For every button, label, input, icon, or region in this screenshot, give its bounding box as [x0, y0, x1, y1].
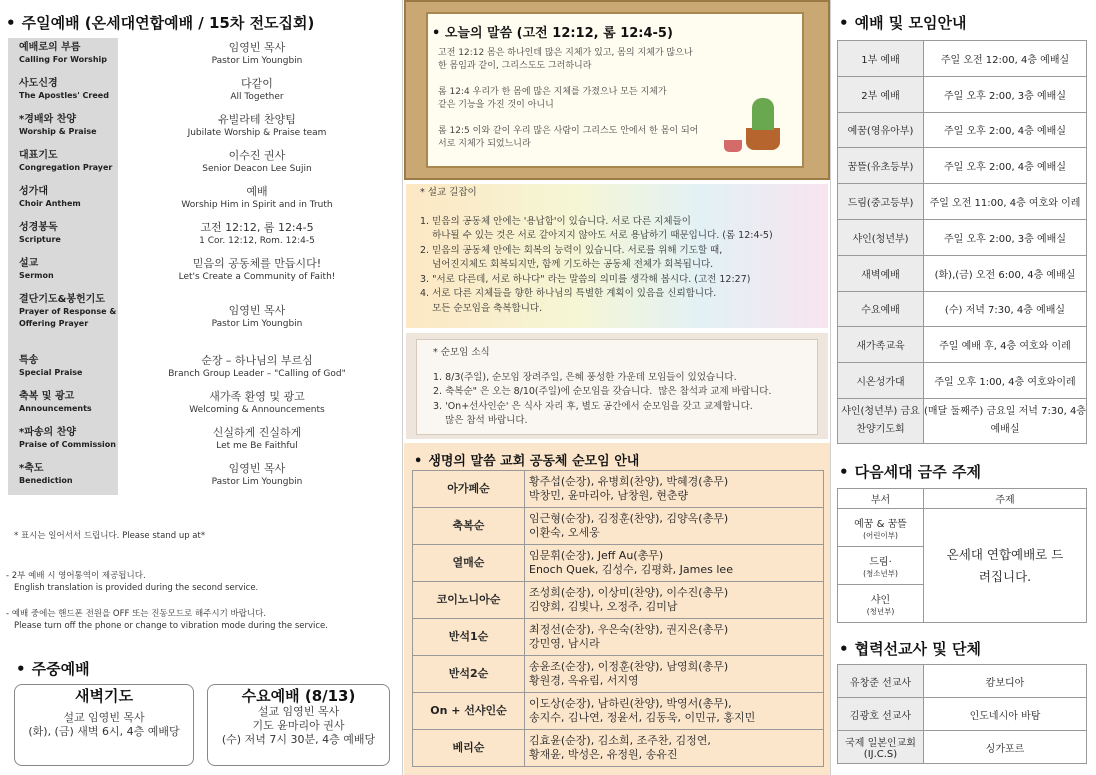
order-detail [118, 74, 396, 110]
group-members [525, 730, 824, 767]
group-members-line2: 송지수, 김나연, 정윤서, 김동욱, 이민규, 홍지민 [529, 711, 756, 724]
right-column [833, 0, 1096, 775]
group-row [413, 545, 824, 582]
group-members-line2: 황재윤, 박성은, 유정원, 송유진 [529, 748, 678, 761]
order-detail-en: Let's Create a Community of Faith! [178, 272, 336, 282]
dawn-prayer-box: 새벽기도 설교 임영빈 목사 (화), (금) 새벽 6시, 4층 예배당 [14, 684, 194, 766]
order-detail-ko: 임영빈 목사 [228, 304, 286, 317]
next-gen-topic: 온세대 연합예배로 드려집니다. [924, 509, 1087, 623]
order-label-en: Choir Anthem [19, 199, 81, 208]
group-members-line2: 이환숙, 오세웅 [529, 526, 600, 539]
order-label-ko: 특송 [19, 355, 39, 366]
order-row [8, 254, 396, 290]
mission-name: 김광호 선교사 [838, 698, 924, 731]
order-label-en: Prayer of Response & Offering Prayer [19, 307, 117, 328]
order-detail [118, 423, 396, 459]
service-time: (화),(금) 오전 6:00, 4층 예배실 [924, 255, 1087, 291]
order-detail-en: Worship Him in Spirit and in Truth [181, 200, 333, 210]
weekday-service-title: • 주중예배 [16, 660, 90, 678]
group-members-line2: 김양희, 김빛나, 오정주, 김미남 [529, 600, 678, 613]
stand-note: * 표시는 일어서서 드립니다. Please stand up at* [14, 531, 206, 541]
service-name: 새벽예배 [838, 255, 924, 291]
group-row [413, 656, 824, 693]
group-members [525, 619, 824, 656]
news-line: 3. 'On+선사인순' 은 식사 자리 후, 별도 공간에서 순모임을 갖고 교제합니다. [433, 400, 753, 412]
order-detail-ko: 믿음의 공동체를 만듭시다! [192, 257, 322, 270]
verse-line: 같은 기능을 가진 것이 아니니 [438, 100, 554, 110]
sermon-line: 하나될 수 있는 것은 서로 같아지지 않아도 서로 용납하기 때문입니다. (롬 12:4-5) [420, 230, 773, 241]
order-label [8, 182, 118, 218]
group-members-line1: 조성희(순장), 이상미(찬양), 이수진(총무) [529, 586, 729, 599]
service-row [838, 76, 1087, 112]
order-detail-ko: 이수진 권사 [228, 149, 286, 162]
news-line: 2. 축복순" 은 오는 8/10(주일)에 순모임을 갖습니다. 많은 참석과 교제 바랍니다. [433, 386, 772, 397]
service-name: 예꿈(영유아부) [838, 112, 924, 148]
translation-note: - 2부 예배 시 영어통역이 제공됩니다. English translation is provided during the second service. [6, 571, 259, 593]
order-label-ko: *경배와 찬양 [19, 114, 77, 125]
order-label-ko: 성가대 [19, 186, 48, 197]
group-row [413, 471, 824, 508]
verse-line [438, 112, 792, 125]
groups-title: • 생명의 말씀 교회 공동체 순모임 안내 [414, 454, 640, 469]
order-detail-en: Branch Group Leader – "Calling of God" [168, 369, 346, 379]
order-label-en: Praise of Commission [19, 440, 116, 449]
order-row [8, 146, 396, 182]
order-detail-ko: 고전 12:12, 롬 12:4-5 [200, 221, 314, 234]
order-detail [118, 110, 396, 146]
order-label-en: Congregation Prayer [19, 163, 113, 172]
order-label-en: Scripture [19, 235, 61, 244]
group-members-line2: Enoch Quek, 김성수, 김평화, James lee [529, 563, 733, 576]
order-row [8, 38, 396, 74]
service-row [838, 41, 1087, 77]
order-label-en: Announcements [19, 404, 92, 413]
order-row [8, 182, 396, 218]
group-members-line2: 황원경, 옥유림, 서지영 [529, 674, 639, 687]
service-row [838, 363, 1087, 399]
order-label-en: Worship & Praise [19, 127, 97, 136]
verse-title: • 오늘의 말씀 (고전 12:12, 롬 12:4-5) [432, 26, 673, 41]
order-label-en: The Apostles' Creed [19, 91, 109, 100]
order-label-en: Sermon [19, 271, 54, 280]
order-label-ko: 설교 [19, 258, 39, 269]
order-detail-ko: 예배 [246, 185, 268, 198]
phone-note: - 예배 중에는 핸드폰 전원을 OFF 또는 진동모드로 해주시기 바랍니다. Please turn off the phone or change to vibration mode during the service. [6, 609, 328, 631]
group-members [525, 693, 824, 730]
order-detail-en: Pastor Lim Youngbin [211, 477, 303, 487]
order-detail [118, 182, 396, 218]
order-detail [118, 38, 396, 74]
group-members-line1: 임문휘(순장), Jeff Au(총무) [529, 549, 664, 562]
dept-cell: 샤인 (청년부) [838, 585, 924, 623]
group-row [413, 508, 824, 545]
order-label-en: Calling For Worship [19, 55, 107, 64]
group-members [525, 508, 824, 545]
order-label-en: Benediction [19, 476, 73, 485]
order-label-ko: 결단기도&봉헌기도 [19, 294, 106, 305]
order-label [8, 459, 118, 495]
dept-cell: 예꿈 & 꿈뜰 (어린이부) [838, 509, 924, 547]
service-name: 드림(중고등부) [838, 184, 924, 220]
service-row [838, 219, 1087, 255]
mission-row [838, 665, 1087, 698]
order-label-ko: 대표기도 [19, 150, 58, 161]
order-label-en: Special Praise [19, 368, 83, 377]
sermon-line: 2. 믿음의 공동체 안에는 회복의 능력이 있습니다. 서로를 위해 기도할 때, [420, 244, 723, 256]
service-time: 주일 오전 11:00, 4층 여호와 이레 [924, 184, 1087, 220]
order-detail [118, 459, 396, 495]
services-title: • 예배 및 모임안내 [839, 14, 967, 32]
service-time: (수) 저녁 7:30, 4층 예배실 [924, 291, 1087, 327]
sermon-guide-title: * 설교 길잡이 [420, 187, 477, 198]
order-detail-ko: 순장 – 하나님의 부르심 [201, 354, 313, 367]
news-line: 1. 8/3(주일), 순모임 장려주일, 은혜 풍성한 가운데 모임들이 있었습니다. [433, 371, 737, 383]
sunday-service-title: • 주일예배 (온세대연합예배 / 15차 전도집회) [6, 14, 315, 32]
service-row [838, 112, 1087, 148]
divider-left [402, 0, 403, 775]
service-name: 시온성가대 [838, 363, 924, 399]
order-label [8, 290, 118, 351]
order-label-ko: 축복 및 광고 [19, 391, 75, 402]
service-time: 주일 오전 12:00, 4층 예배실 [924, 41, 1087, 77]
cactus-icon [752, 98, 774, 130]
order-detail [118, 146, 396, 182]
group-name: 열매순 [413, 545, 525, 582]
order-detail-en: 1 Cor. 12:12, Rom. 12:4-5 [199, 236, 315, 246]
group-name: 축복순 [413, 508, 525, 545]
order-detail-ko: 새가족 환영 및 광고 [209, 390, 305, 403]
service-time: (매달 둘째주) 금요일 저녁 7:30, 4층 예배실 [924, 398, 1087, 443]
group-members-line1: 이도상(순장), 남하린(찬양), 박영서(총무), [529, 697, 732, 710]
order-detail [118, 254, 396, 290]
service-time: 주일 오후 2:00, 4층 예배실 [924, 112, 1087, 148]
group-members [525, 582, 824, 619]
order-label [8, 218, 118, 254]
order-detail [118, 290, 396, 351]
order-label-ko: *파송의 찬양 [19, 427, 77, 438]
groups-table [412, 470, 824, 767]
group-news-list [433, 371, 801, 429]
service-time: 주일 오후 2:00, 3층 예배실 [924, 219, 1087, 255]
order-label-ko: 예배로의 부름 [19, 42, 81, 53]
group-members-line1: 최정선(순장), 우은숙(찬양), 권지은(총무) [529, 623, 729, 636]
order-detail [118, 351, 396, 387]
order-detail-en: Senior Deacon Lee Sujin [202, 164, 312, 174]
order-detail-en: Jubilate Worship & Praise team [187, 128, 327, 138]
service-time: 주일 오후 1:00, 4층 여호와이레 [924, 363, 1087, 399]
order-row [8, 423, 396, 459]
order-row [8, 218, 396, 254]
service-row [838, 148, 1087, 184]
service-name: 수요예배 [838, 291, 924, 327]
group-row [413, 693, 824, 730]
service-name: 샤인(청년부) 금요찬양기도회 [838, 398, 924, 443]
group-members-line1: 김효윤(순장), 김소희, 조주찬, 김정연, [529, 734, 711, 747]
verse-frame [404, 0, 830, 180]
verse-line: 롬 12:5 이와 같이 우리 많은 사람이 그리스도 안에서 한 몸이 되어 [438, 126, 699, 136]
sermon-line: 넘어진지체도 회복되지만, 함께 기도하는 공동체 전체가 회복됩니다. [420, 259, 714, 270]
small-pot-icon [724, 140, 742, 152]
verse-line: 서로 지체가 되었느니라 [438, 139, 531, 149]
group-members [525, 545, 824, 582]
group-news-panel [406, 333, 828, 439]
service-name: 새가족교육 [838, 327, 924, 363]
order-detail-ko: 다같이 [241, 77, 273, 90]
service-row [838, 398, 1087, 443]
order-row [8, 459, 396, 495]
group-row [413, 730, 824, 767]
sermon-line: 4. 서로 다른 지체들을 향한 하나님의 특별한 계획이 있음을 신뢰합니다. [420, 288, 717, 299]
group-name: 아가페순 [413, 471, 525, 508]
order-detail-en: Pastor Lim Youngbin [211, 319, 303, 329]
next-gen-title: • 다음세대 금주 주제 [839, 463, 981, 481]
service-time: 주일 오후 2:00, 4층 예배실 [924, 148, 1087, 184]
group-name: On + 선샤인순 [413, 693, 525, 730]
verse-line: 롬 12:4 우리가 한 몸에 많은 지체를 가졌으나 모든 지체가 [438, 87, 667, 97]
order-row [8, 351, 396, 387]
order-row [8, 387, 396, 423]
order-detail-en: All Together [230, 92, 284, 102]
order-of-service [8, 38, 396, 495]
order-label-ko: 사도신경 [19, 78, 58, 89]
sermon-line: 3. "서로 다른데, 서로 하나다" 라는 말씀의 의미를 생각해 봅시다. (고전 12:27) [420, 273, 751, 285]
order-label [8, 110, 118, 146]
group-name: 반석2순 [413, 656, 525, 693]
service-name: 2부 예배 [838, 76, 924, 112]
sermon-guide-panel [406, 184, 828, 328]
mission-name: 국제 일본인교회 (IJ.C.S) [838, 731, 924, 764]
mission-name: 유창준 선교사 [838, 665, 924, 698]
order-label [8, 351, 118, 387]
order-detail-ko: 신실하게 진실하게 [212, 426, 302, 439]
group-name: 코이노니아순 [413, 582, 525, 619]
order-label-ko: *축도 [19, 463, 44, 474]
service-row [838, 184, 1087, 220]
missions-title: • 협력선교사 및 단체 [839, 640, 981, 658]
order-row [8, 290, 396, 351]
mission-row [838, 698, 1087, 731]
mission-place: 싱가포르 [924, 731, 1087, 764]
next-gen-table: 부서 주제 예꿈 & 꿈뜰 (어린이부) 온세대 연합예배로 드려집니다. 드림· (청소년부) 샤인 (청년부) [837, 488, 1087, 623]
order-label-ko: 성경봉독 [19, 222, 58, 233]
wednesday-service-box: 수요예배 (8/13) 설교 임영빈 목사 기도 윤마리아 권사 (수) 저녁 7시 30분, 4층 예배당 [207, 684, 390, 766]
order-label [8, 423, 118, 459]
service-name: 샤인(청년부) [838, 219, 924, 255]
order-detail-ko: 임영빈 목사 [228, 462, 286, 475]
group-members-line1: 황주섭(순장), 유병희(찬양), 박혜경(총무) [529, 475, 729, 488]
sermon-guide-list [420, 215, 814, 317]
order-detail-en: Welcoming & Announcements [189, 405, 325, 415]
group-members-line1: 임근형(순장), 김정훈(찬양), 김양옥(총무) [529, 512, 729, 525]
order-detail-ko: 유빌라테 찬양팀 [218, 113, 296, 126]
verse-line: 한 몸임과 같이, 그리스도도 그러하니라 [438, 61, 592, 71]
order-label [8, 146, 118, 182]
verse-line [438, 73, 792, 86]
flowerpot-icon [746, 128, 780, 150]
order-detail [118, 218, 396, 254]
order-label [8, 74, 118, 110]
group-members-line2: 박창민, 윤마리아, 남창원, 현춘량 [529, 489, 689, 502]
order-detail-ko: 임영빈 목사 [228, 41, 286, 54]
verse-line: 고전 12:12 몸은 하나인데 많은 지체가 있고, 몸의 지체가 많으나 [438, 48, 693, 58]
group-members [525, 471, 824, 508]
group-members-line1: 송윤조(순장), 이정훈(찬양), 남영희(총무) [529, 660, 729, 673]
service-row [838, 291, 1087, 327]
service-name: 1부 예배 [838, 41, 924, 77]
order-label [8, 38, 118, 74]
order-row [8, 110, 396, 146]
middle-column [404, 0, 830, 775]
service-row [838, 327, 1087, 363]
order-detail [118, 387, 396, 423]
news-line: 많은 참석 바랍니다. [433, 415, 528, 426]
sermon-line: 1. 믿음의 공동체 안에는 '용납함'이 있습니다. 서로 다른 지체들이 [420, 215, 691, 227]
missions-table [837, 664, 1087, 764]
order-label [8, 387, 118, 423]
dept-cell: 드림· (청소년부) [838, 547, 924, 585]
mission-place: 인도네시아 바탐 [924, 698, 1087, 731]
group-name: 베리순 [413, 730, 525, 767]
group-row [413, 582, 824, 619]
group-name: 반석1순 [413, 619, 525, 656]
services-table [837, 40, 1087, 444]
group-news-title: * 순모임 소식 [433, 347, 490, 358]
order-label [8, 254, 118, 290]
divider-right [830, 0, 831, 775]
service-time: 주일 오후 2:00, 3층 예배실 [924, 76, 1087, 112]
order-detail-en: Pastor Lim Youngbin [211, 56, 303, 66]
left-column [0, 0, 402, 775]
group-row [413, 619, 824, 656]
mission-row [838, 731, 1087, 764]
service-row [838, 255, 1087, 291]
mission-place: 캄보디아 [924, 665, 1087, 698]
service-time: 주일 예배 후, 4층 여호와 이레 [924, 327, 1087, 363]
order-detail-en: Let me Be Faithful [216, 441, 298, 451]
order-row [8, 74, 396, 110]
sermon-line: 모든 순모임을 축복합니다. [420, 302, 543, 314]
group-members-line2: 강민영, 남시라 [529, 637, 600, 650]
group-members [525, 656, 824, 693]
service-name: 꿈뜰(유초등부) [838, 148, 924, 184]
